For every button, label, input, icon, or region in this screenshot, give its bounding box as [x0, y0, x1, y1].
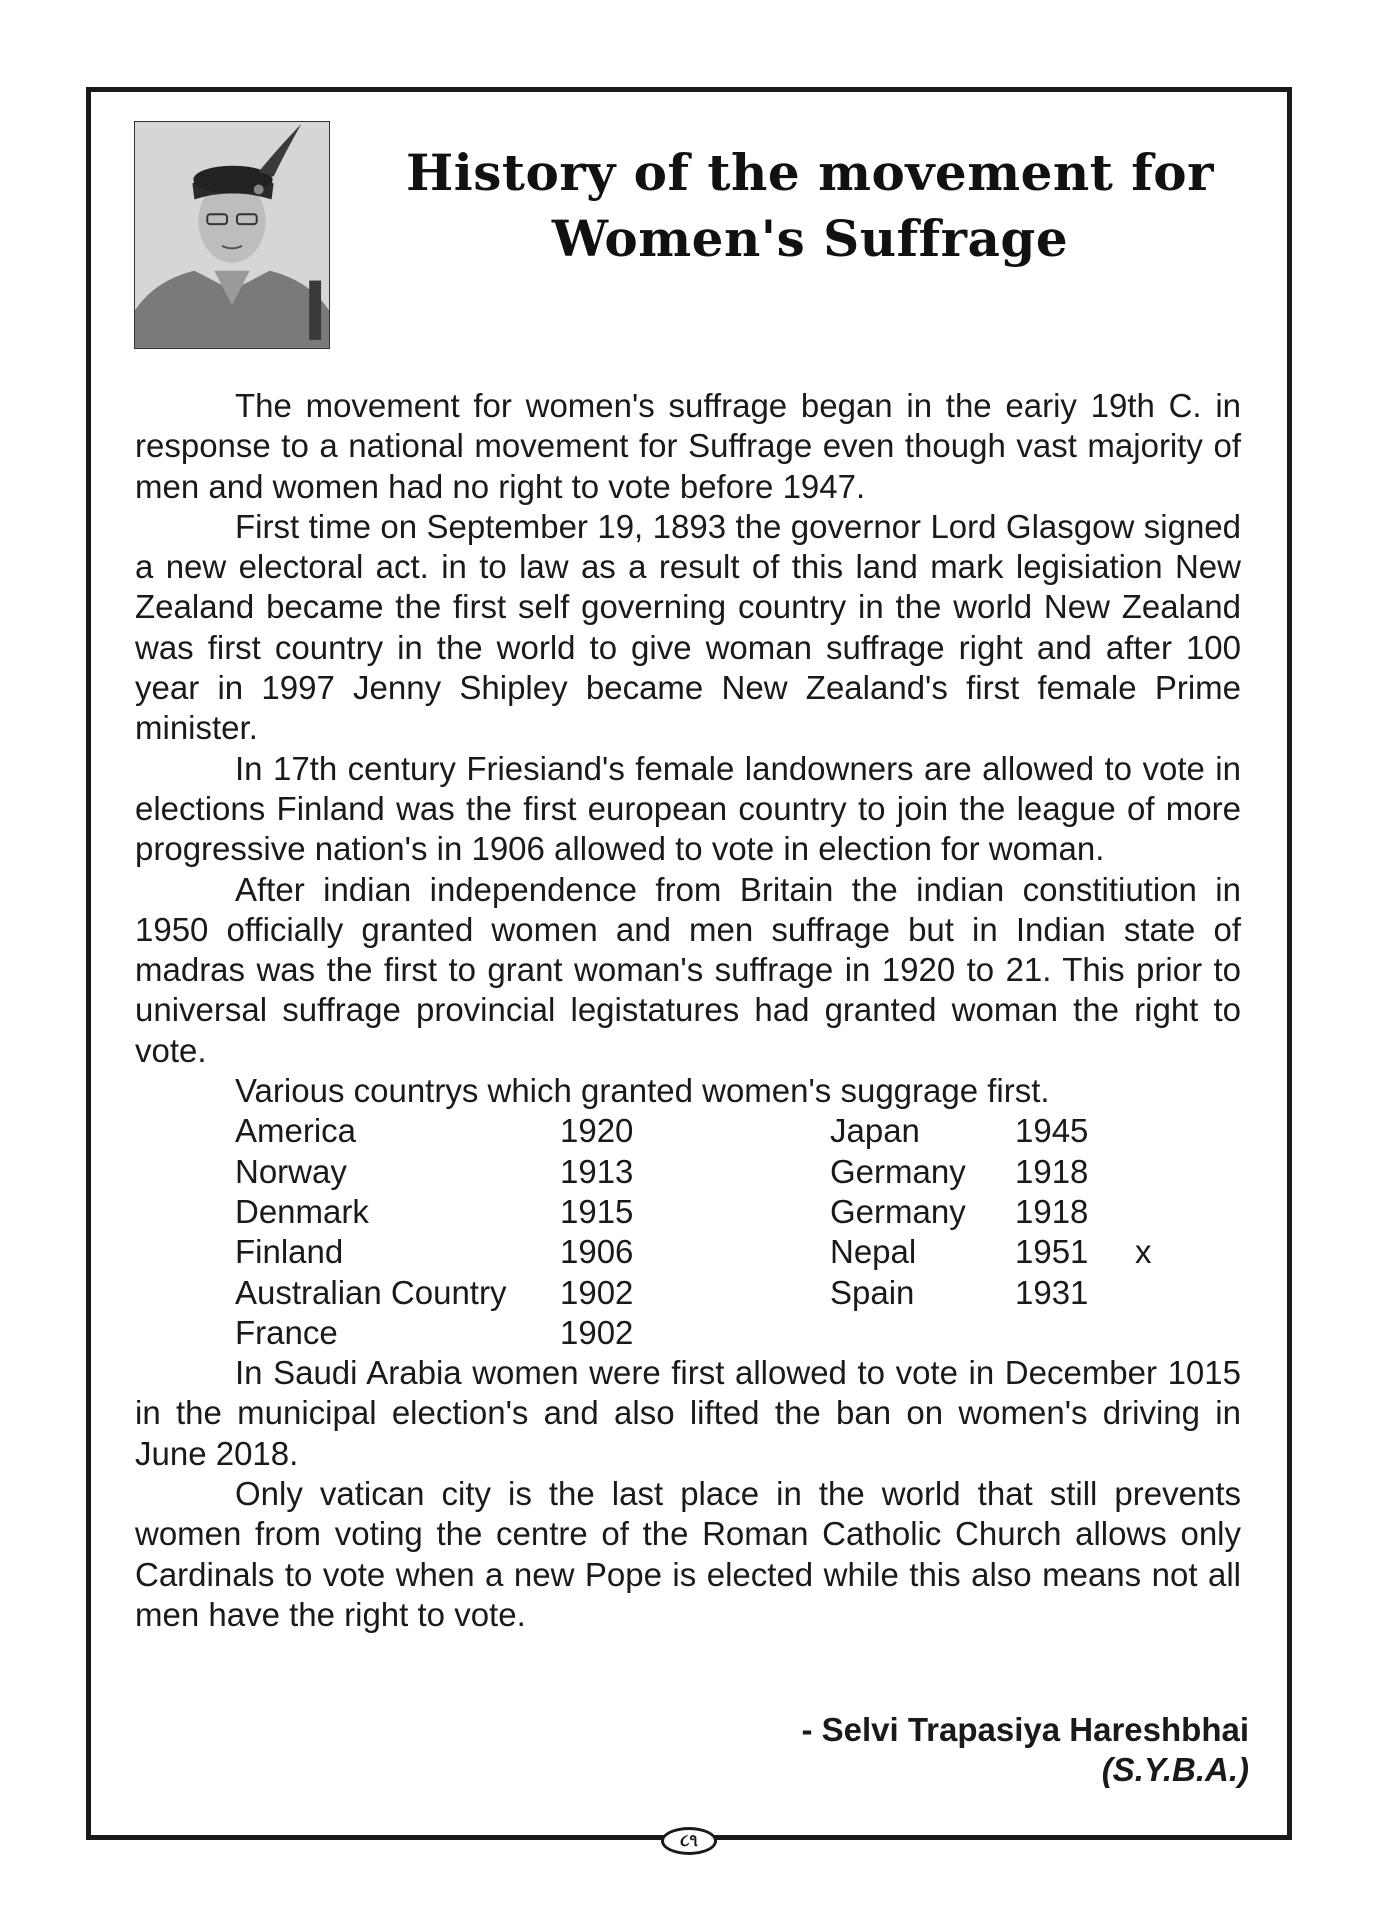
- country-name: Norway: [235, 1152, 347, 1190]
- countries-intro: Various countrys which granted women's suggrage first.: [235, 1072, 1050, 1110]
- country-year: 1945: [1015, 1112, 1089, 1150]
- country-year: 1902: [560, 1313, 634, 1351]
- article-body: [135, 386, 1241, 1635]
- table-row: [135, 1111, 1241, 1151]
- table-row: [135, 1152, 1241, 1192]
- country-year: 1918: [1015, 1152, 1089, 1190]
- table-row: [135, 1232, 1241, 1272]
- country-name: Australian Country: [235, 1273, 507, 1311]
- country-name: Japan: [830, 1112, 920, 1150]
- country-year: 1951: [1015, 1233, 1089, 1271]
- country-year: 1913: [560, 1152, 634, 1190]
- paragraph: In Saudi Arabia women were first allowed to vote in December 1015 in the municipal election's and also lifted the ban on women's driving in June 2018.: [135, 1354, 1241, 1472]
- paragraph: The movement for women's suffrage began in the eariy 19th C. in response to a national movement for Suffrage even though vast majority of men and women had no right to vote before 1947.: [135, 387, 1241, 505]
- table-row: [135, 1192, 1241, 1232]
- paragraph: First time on September 19, 1893 the governor Lord Glasgow signed a new electoral act. in to law as a result of this land mark legisiation New Zealand became the first self governing country in the world New Zealand was first country in the world to give woman suffrage right and after 100 year in 1997 Jenny Shipley became New Zealand's first female Prime minister.: [135, 507, 1241, 747]
- country-year: 1902: [560, 1273, 634, 1311]
- title-line-2: Women's Suffrage: [551, 209, 1069, 268]
- author-name: - Selvi Trapasiya Hareshbhai: [801, 1711, 1249, 1748]
- paragraph: After indian independence from Britain the indian constitiution in 1950 officially granted women and men suffrage but in Indian state of madras was the first to grant woman's suffrage in 1920 to 21. This prior to universal suffrage provincial legistatures had granted woman the right to vote.: [135, 870, 1241, 1069]
- country-year: 1918: [1015, 1192, 1089, 1230]
- author-class: (S.Y.B.A.): [1101, 1751, 1249, 1788]
- country-year: 1931: [1015, 1273, 1089, 1311]
- country-year: 1915: [560, 1192, 634, 1230]
- table-row: [135, 1273, 1241, 1313]
- country-name: Nepal: [830, 1233, 917, 1271]
- row-mark: x: [1135, 1233, 1152, 1271]
- countries-table: [135, 1111, 1241, 1353]
- country-name: Spain: [830, 1273, 915, 1311]
- table-row: [135, 1313, 1241, 1353]
- portrait-icon: [135, 122, 329, 348]
- author-photo: [134, 121, 330, 349]
- author-signature: [801, 1710, 1249, 1790]
- country-name: Finland: [235, 1233, 344, 1271]
- country-name: Germany: [830, 1192, 966, 1230]
- country-year: 1920: [560, 1112, 634, 1150]
- title-line-1: History of the movement for: [406, 143, 1214, 202]
- country-name: France: [235, 1313, 338, 1351]
- country-name: Denmark: [235, 1192, 369, 1230]
- country-year: 1906: [560, 1233, 634, 1271]
- country-name: America: [235, 1112, 357, 1150]
- paragraph: Only vatican city is the last place in the world that still prevents women from voting the centre of the Roman Catholic Church allows only Cardinals to vote when a new Pope is elected while this also means not all men have the right to vote.: [135, 1475, 1241, 1633]
- paragraph: In 17th century Friesiand's female landowners are allowed to vote in elections Finland was the first european country to join the league of more progressive nation's in 1906 allowed to vote in election for woman.: [135, 749, 1241, 868]
- country-name: Germany: [830, 1152, 966, 1190]
- page-number: ૮૧: [661, 1827, 717, 1855]
- page-title: [370, 140, 1250, 272]
